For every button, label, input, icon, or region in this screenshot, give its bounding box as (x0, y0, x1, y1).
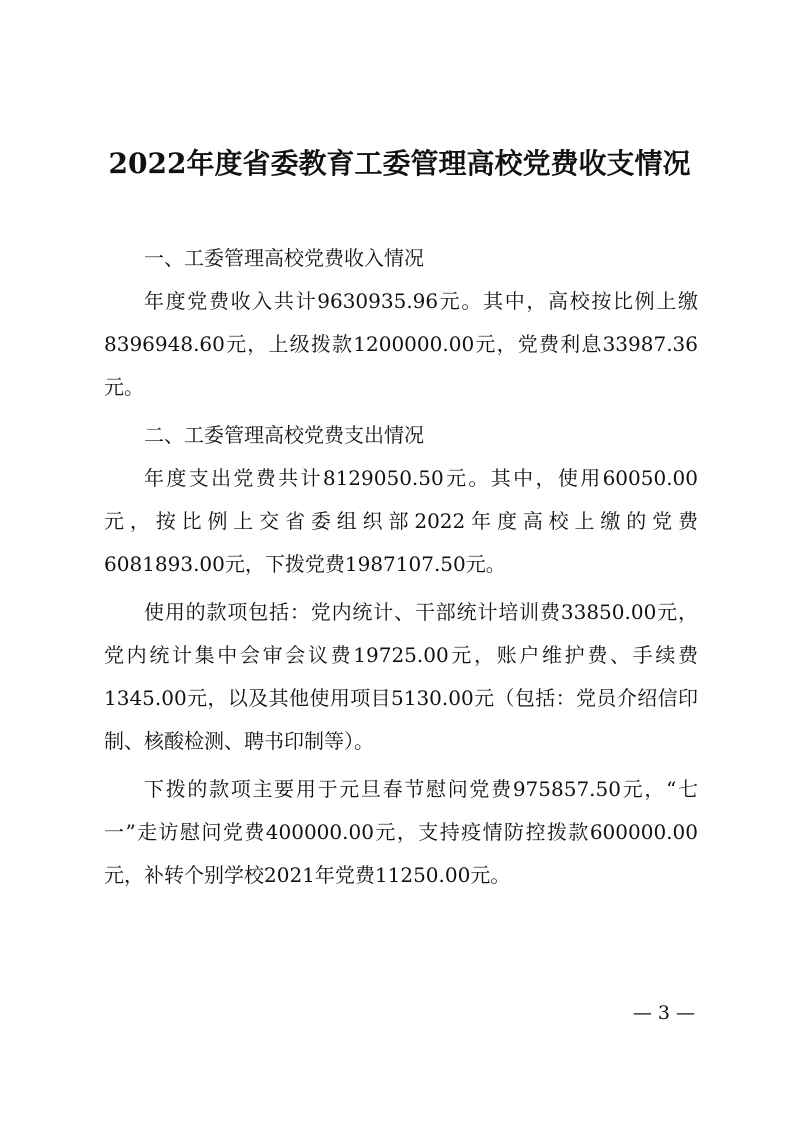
document-title: 2022年度省委教育工委管理高校党费收支情况 (108, 147, 691, 180)
usage-items-paragraph: 使用的款项包括：党内统计、干部统计培训费33850.00元，党内统计集中会审会议费19725.00元，账户维护费、手续费1345.00元，以及其他使用项目5130.00元（包括：党员介绍信印制、核酸检测、聘书印制等）。 (104, 600, 698, 753)
expenditure-paragraph: 年度支出党费共计8129050.50元。其中，使用60050.00元，按比例上交省委组织部2022年度高校上缴的党费 6081893.00元，下拨党费1987107.50元。 (104, 466, 698, 576)
income-paragraph: 年度党费收入共计9630935.96元。其中，高校按比例上缴8396948.60元，上级拨款1200000.00元，党费利息33987.36元。 (104, 289, 698, 399)
allocation-paragraph: 下拨的款项主要用于元旦春节慰问党费975857.50元，“七一”走访慰问党费400000.00元，支持疫情防控拨款600000.00元，补转个别学校2021年党费11250.00元。 (104, 777, 698, 887)
section-heading-income: 一、工委管理高校党费收入情况 (144, 246, 424, 270)
page-number: — 3 — (632, 1002, 695, 1024)
section-heading-expenditure: 二、工委管理高校党费支出情况 (144, 423, 424, 447)
document-body (104, 237, 698, 897)
